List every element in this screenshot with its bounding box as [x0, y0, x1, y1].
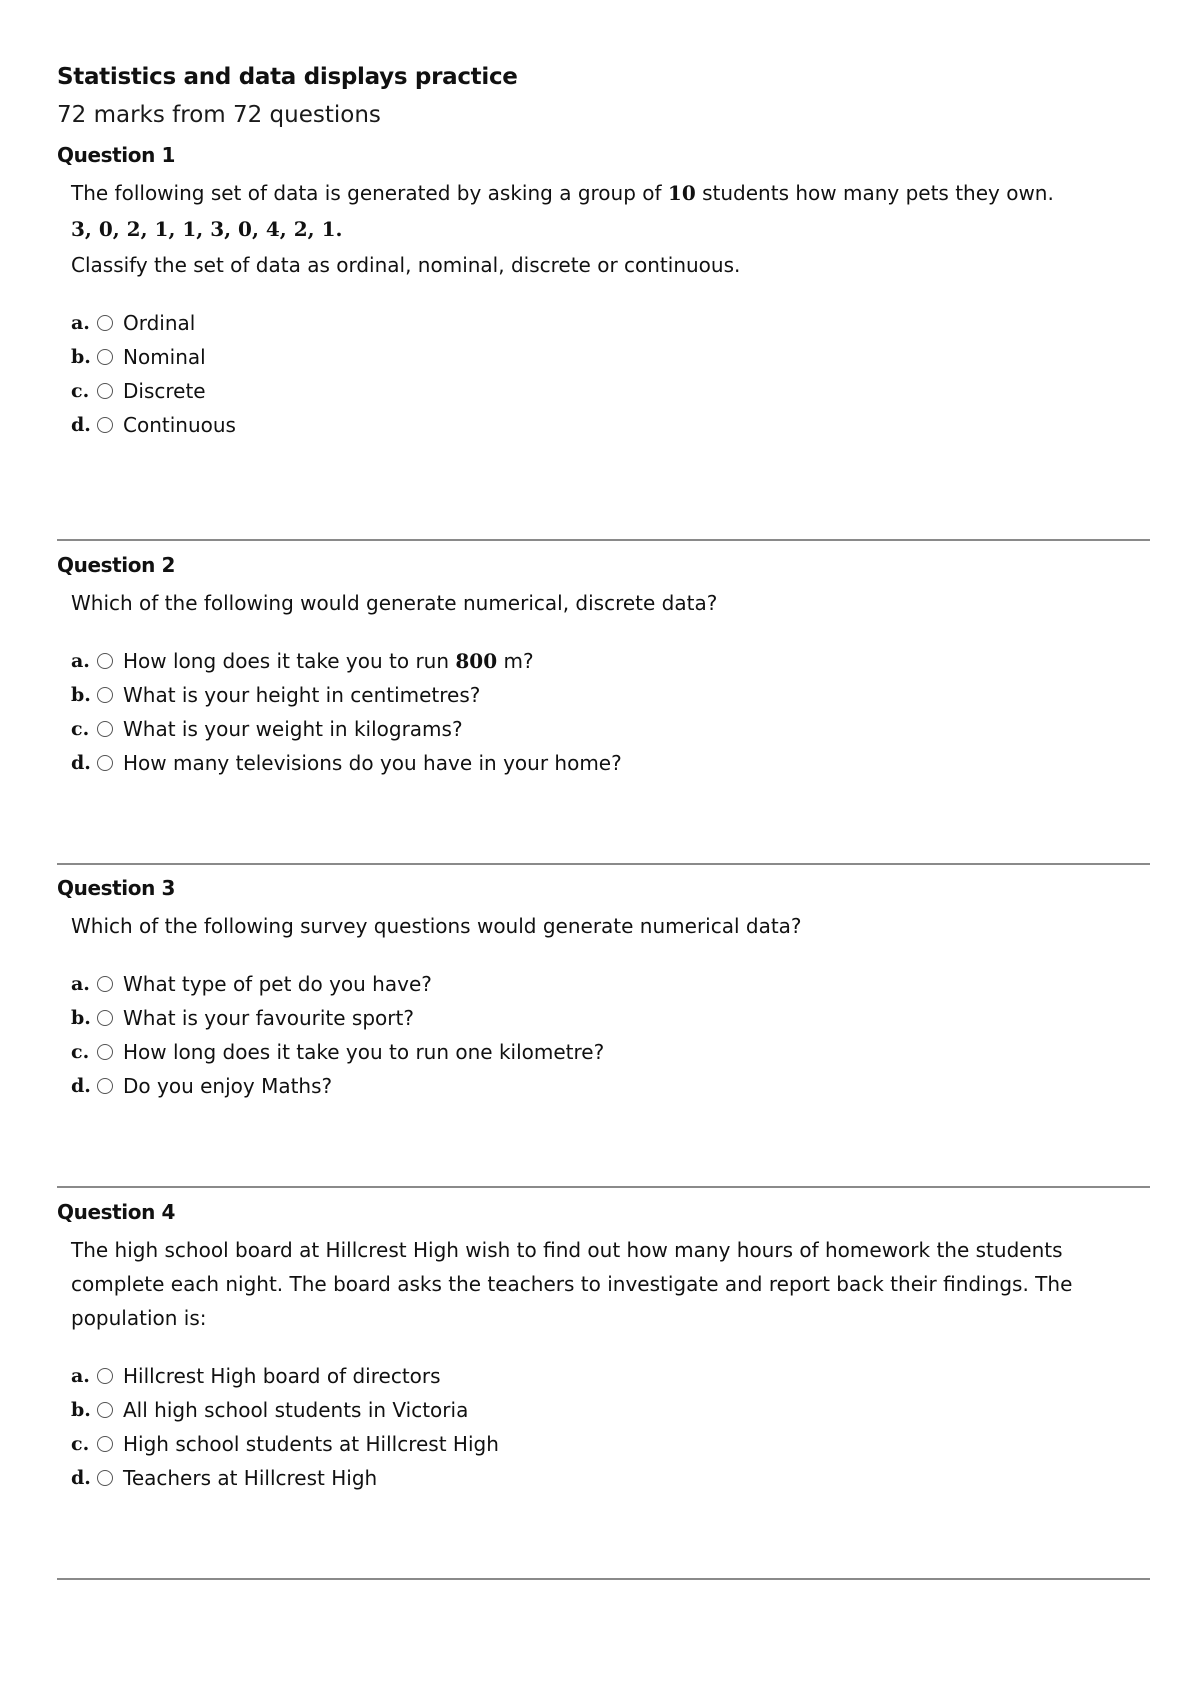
option-a[interactable] [71, 644, 1150, 678]
page-title: Statistics and data displays practice [57, 64, 518, 90]
option-c[interactable] [71, 1427, 1150, 1461]
option-c[interactable] [71, 1035, 1150, 1069]
option-label: All high school students in Victoria [123, 1398, 469, 1422]
question-4 [57, 1197, 1150, 1495]
radio-button[interactable] [97, 721, 113, 737]
question-prompt: Classify the set of data as ordinal, nominal, discrete or continuous. [71, 253, 741, 277]
option-letter: c. [71, 718, 90, 740]
radio-button[interactable] [97, 653, 113, 669]
radio-button[interactable] [97, 1368, 113, 1384]
option-d[interactable] [71, 408, 1150, 442]
question-body [57, 1227, 1150, 1495]
option-b[interactable] [71, 340, 1150, 374]
option-letter: c. [71, 1433, 90, 1455]
data-set: 3, 0, 2, 1, 1, 3, 0, 4, 2, 1. [71, 217, 343, 241]
question-text: Which of the following survey questions would generate numerical data? [71, 914, 802, 938]
option-label-part: m? [497, 649, 534, 673]
section-divider [57, 539, 1150, 541]
question-body [57, 170, 1150, 442]
radio-button[interactable] [97, 1010, 113, 1026]
question-3 [57, 873, 1150, 1103]
option-letter: c. [71, 1041, 90, 1063]
option-label: What is your weight in kilograms? [123, 717, 463, 741]
option-letter: a. [71, 1365, 90, 1387]
option-d[interactable] [71, 746, 1150, 780]
option-letter: c. [71, 380, 90, 402]
question-body [57, 580, 1150, 780]
option-label: Discrete [123, 379, 206, 403]
radio-button[interactable] [97, 1436, 113, 1452]
option-label: High school students at Hillcrest High [123, 1432, 499, 1456]
option-letter: d. [71, 414, 91, 436]
question-text: Which of the following would generate numerical, discrete data? [71, 591, 718, 615]
answer-options [71, 644, 1150, 780]
question-text-line: complete each night. The board asks the teachers to investigate and report back their findings. The [71, 1272, 1073, 1296]
answer-options [71, 306, 1150, 442]
option-letter: b. [71, 346, 91, 368]
option-label: What is your favourite sport? [123, 1006, 414, 1030]
option-letter: a. [71, 650, 90, 672]
question-text-number: 10 [667, 181, 696, 205]
option-d[interactable] [71, 1069, 1150, 1103]
question-heading: Question 3 [57, 876, 175, 900]
option-label: Do you enjoy Maths? [123, 1074, 333, 1098]
radio-button[interactable] [97, 417, 113, 433]
option-label: Hillcrest High board of directors [123, 1364, 441, 1388]
question-text-line: The high school board at Hillcrest High wish to find out how many hours of homework the students [71, 1238, 1063, 1262]
option-b[interactable] [71, 1001, 1150, 1035]
option-a[interactable] [71, 967, 1150, 1001]
option-label-part: How long does it take you to run [123, 649, 456, 673]
radio-button[interactable] [97, 1402, 113, 1418]
option-b[interactable] [71, 1393, 1150, 1427]
option-letter: a. [71, 312, 90, 334]
option-label: How many televisions do you have in your home? [123, 751, 622, 775]
option-letter: a. [71, 973, 90, 995]
question-text-part: The following set of data is generated by asking a group of [71, 181, 668, 205]
option-a[interactable] [71, 306, 1150, 340]
option-label: Ordinal [123, 311, 196, 335]
radio-button[interactable] [97, 349, 113, 365]
question-heading: Question 2 [57, 553, 175, 577]
radio-button[interactable] [97, 1044, 113, 1060]
radio-button[interactable] [97, 687, 113, 703]
option-letter: d. [71, 752, 91, 774]
option-label: What is your height in centimetres? [123, 683, 481, 707]
option-letter: d. [71, 1075, 91, 1097]
option-letter: b. [71, 684, 91, 706]
question-text-line: population is: [71, 1306, 207, 1330]
radio-button[interactable] [97, 755, 113, 771]
question-body [57, 903, 1150, 1103]
section-divider [57, 863, 1150, 865]
option-label: Continuous [123, 413, 236, 437]
question-text [71, 176, 1150, 210]
section-divider [57, 1578, 1150, 1580]
question-1 [57, 140, 1150, 442]
section-divider [57, 1186, 1150, 1188]
worksheet-page [57, 58, 1150, 1490]
option-label: Teachers at Hillcrest High [123, 1466, 378, 1490]
option-label: What type of pet do you have? [123, 972, 432, 996]
option-a[interactable] [71, 1359, 1150, 1393]
option-label [123, 644, 534, 678]
radio-button[interactable] [97, 315, 113, 331]
option-label: Nominal [123, 345, 206, 369]
question-heading: Question 1 [57, 143, 175, 167]
question-2 [57, 550, 1150, 780]
answer-options [71, 967, 1150, 1103]
option-letter: b. [71, 1399, 91, 1421]
page-subtitle: 72 marks from 72 questions [57, 102, 381, 128]
question-heading: Question 4 [57, 1200, 175, 1224]
option-letter: d. [71, 1467, 91, 1489]
option-label-number: 800 [455, 649, 498, 673]
radio-button[interactable] [97, 976, 113, 992]
radio-button[interactable] [97, 383, 113, 399]
radio-button[interactable] [97, 1078, 113, 1094]
option-label: How long does it take you to run one kilometre? [123, 1040, 605, 1064]
option-letter: b. [71, 1007, 91, 1029]
answer-options [71, 1359, 1150, 1495]
option-c[interactable] [71, 374, 1150, 408]
option-d[interactable] [71, 1461, 1150, 1495]
option-b[interactable] [71, 678, 1150, 712]
question-text-part: students how many pets they own. [695, 181, 1054, 205]
radio-button[interactable] [97, 1470, 113, 1486]
option-c[interactable] [71, 712, 1150, 746]
